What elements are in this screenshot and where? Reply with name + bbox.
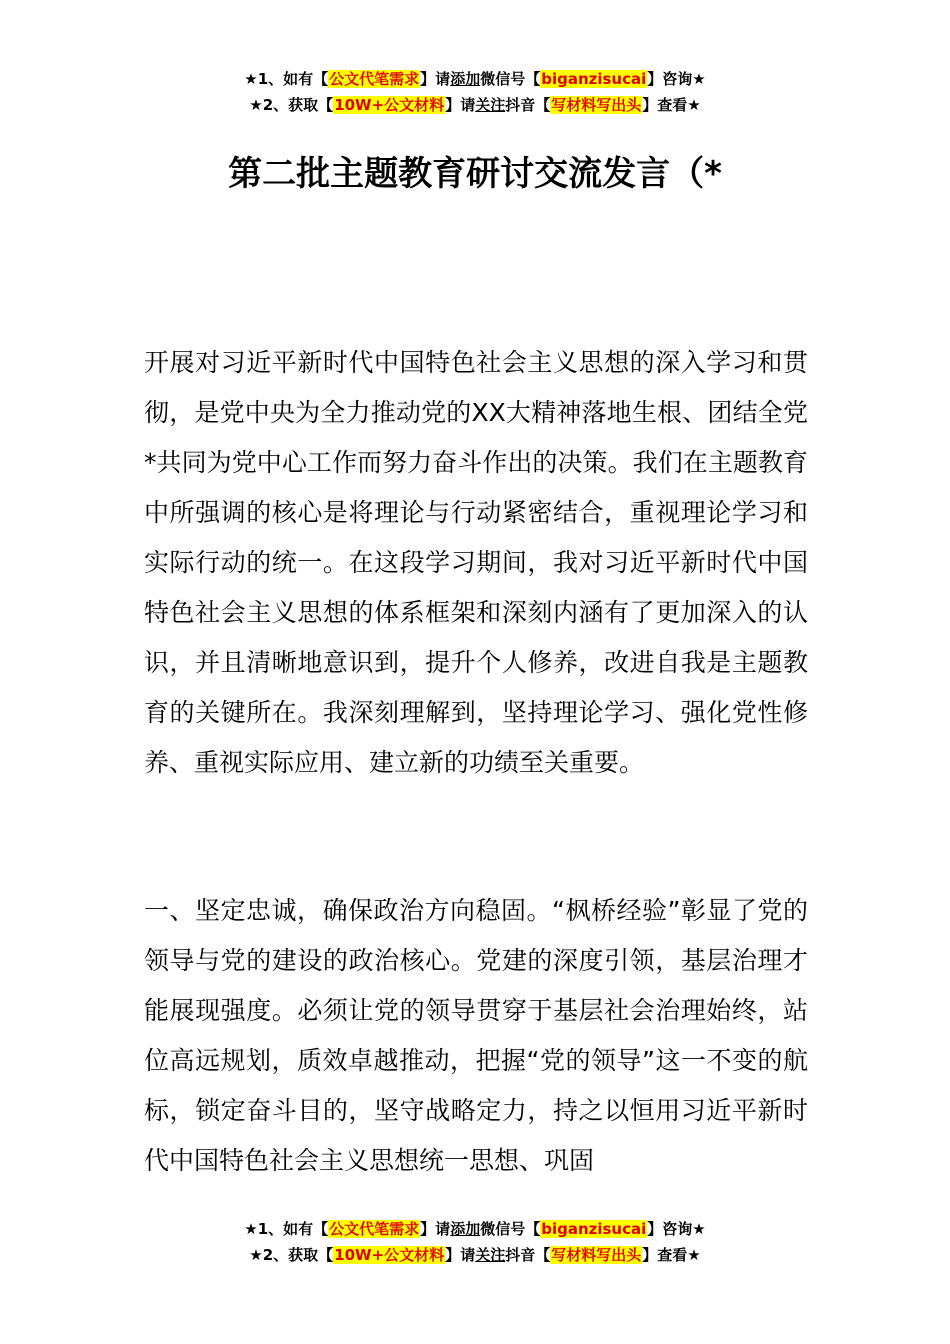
banner-text: 】查看★ — [642, 1246, 701, 1264]
banner-text: 2、获取【 — [262, 1246, 334, 1264]
banner-highlight: biganzisucai — [541, 70, 647, 88]
banner-highlight: 写材料写出头 — [551, 1246, 642, 1264]
banner-text: 抖音【 — [505, 1246, 551, 1264]
banner-text: 微信号【 — [480, 1220, 541, 1238]
banner-highlight: 10W+公文材料 — [334, 96, 445, 114]
banner-text: 】查看★ — [642, 96, 701, 114]
banner-underline: 添加 — [450, 1220, 481, 1238]
banner-text: 抖音【 — [505, 96, 551, 114]
banner-line-2 — [0, 92, 950, 118]
banner-highlight: 公文代笔需求 — [329, 1220, 420, 1238]
banner-text: 1、如有【 — [257, 1220, 329, 1238]
banner-text: 】请 — [420, 70, 451, 88]
banner-highlight: 10W+公文材料 — [334, 1246, 445, 1264]
banner-text: 】请 — [445, 96, 476, 114]
body-paragraph-1-block — [144, 338, 808, 788]
star-icon: ★ — [244, 70, 258, 88]
banner-line-1 — [0, 66, 950, 92]
banner-text: 微信号【 — [480, 70, 541, 88]
banner-underline: 关注 — [475, 96, 506, 114]
banner-text: 】咨询★ — [647, 1220, 706, 1238]
banner-highlight: 公文代笔需求 — [329, 70, 420, 88]
banner-text: 】咨询★ — [647, 70, 706, 88]
banner-line-2 — [0, 1242, 950, 1268]
star-icon: ★ — [249, 96, 263, 114]
banner-text: 1、如有【 — [257, 70, 329, 88]
banner-highlight: biganzisucai — [541, 1220, 647, 1238]
body-paragraph: 开展对习近平新时代中国特色社会主义思想的深入学习和贯彻，是党中央为全力推动党的XX大精神落地生根、团结全党*共同为党中心工作而努力奋斗作出的决策。我们在主题教育中所强调的核心是将理论与行动紧密结合，重视理论学习和实际行动的统一。在这段学习期间，我对习近平新时代中国特色社会主义思想的体系框架和深刻内涵有了更加深入的认识，并且清晰地意识到，提升个人修养，改进自我是主题教育的关键所在。我深刻理解到，坚持理论学习、强化党性修养、重视实际应用、建立新的功绩至关重要。 — [144, 348, 808, 777]
banner-underline: 添加 — [450, 70, 481, 88]
banner-text: 】请 — [420, 1220, 451, 1238]
banner-text: 】请 — [445, 1246, 476, 1264]
banner-line-1 — [0, 1216, 950, 1242]
banner-highlight: 写材料写出头 — [551, 96, 642, 114]
star-icon: ★ — [249, 1246, 263, 1264]
footer-banner — [0, 1216, 950, 1268]
header-banner — [0, 66, 950, 118]
document-title: 第二批主题教育研讨交流发言（* — [228, 154, 722, 194]
banner-text: 2、获取【 — [262, 96, 334, 114]
banner-underline: 关注 — [475, 1246, 506, 1264]
star-icon: ★ — [244, 1220, 258, 1238]
body-paragraph: 一、坚定忠诚，确保政治方向稳固。“枫桥经验”彰显了党的领导与党的建设的政治核心。党建的深度引领，基层治理才能展现强度。必须让党的领导贯穿于基层社会治理始终，站位高远规划，质效卓越推动，把握“党的领导”这一不变的航标，锁定奋斗目的，坚守战略定力，持之以恒用习近平新时代中国特色社会主义思想统一思想、巩固 — [144, 896, 808, 1175]
body-paragraph-2-block — [144, 886, 808, 1186]
